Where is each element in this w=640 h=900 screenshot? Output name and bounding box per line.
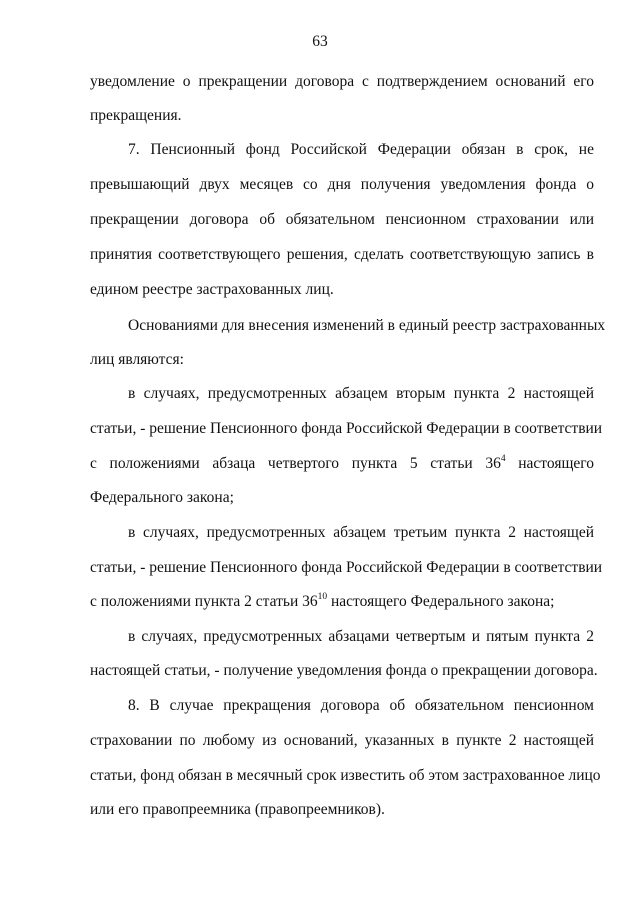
text-fragment: настоящего <box>505 455 594 472</box>
text-line: принятия соответствующего решения, сделать соответствующую запись в <box>90 246 594 263</box>
paragraph-8-first-line: 8. В случае прекращения договора об обязательном пенсионном <box>128 697 594 714</box>
text-fragment: настоящего Федерального закона; <box>327 593 555 610</box>
text-line: Федерального закона; <box>90 489 234 506</box>
list-item-first-line: в случаях, предусмотренных абзацем вторым пункта 2 настоящей <box>128 385 594 402</box>
text-line: лиц являются: <box>90 351 184 368</box>
text-line: статьи, - решение Пенсионного фонда Российской Федерации в соответствии <box>90 559 603 576</box>
text-line: настоящей статьи, - получение уведомления фонда о прекращении договора. <box>90 662 598 679</box>
list-item-first-line: в случаях, предусмотренных абзацем третьим пункта 2 настоящей <box>128 524 594 541</box>
superscript: 10 <box>317 591 328 602</box>
text-line: превышающий двух месяцев со дня получения уведомления фонда о <box>90 176 594 193</box>
text-line: статьи, фонд обязан в месячный срок известить об этом застрахованное лицо <box>90 767 601 784</box>
text-fragment: с положениями пункта 2 статьи 36 <box>90 593 318 610</box>
text-line: прекращении договора об обязательном пенсионном страховании или <box>90 211 594 228</box>
text-line-with-superscript <box>90 455 594 473</box>
text-line: уведомление о прекращении договора с подтверждением оснований его <box>90 73 594 90</box>
text-line: статьи, - решение Пенсионного фонда Российской Федерации в соответствии <box>90 420 603 437</box>
paragraph-grounds-first-line: Основаниями для внесения изменений в единый реестр застрахованных <box>128 317 606 334</box>
superscript: 4 <box>500 453 506 464</box>
page-number: 63 <box>312 33 328 50</box>
paragraph-7-first-line: 7. Пенсионный фонд Российской Федерации обязан в срок, не <box>128 141 594 158</box>
text-line: едином реестре застрахованных лиц. <box>90 281 334 298</box>
text-fragment: с положениями абзаца четвертого пункта 5 статьи 36 <box>90 455 501 472</box>
text-line-with-superscript <box>90 593 594 611</box>
text-line: прекращения. <box>90 107 182 124</box>
list-item-first-line: в случаях, предусмотренных абзацами четвертым и пятым пункта 2 <box>128 628 594 645</box>
text-line: страховании по любому из оснований, указанных в пункте 2 настоящей <box>90 732 594 749</box>
text-line: или его правопреемника (правопреемников). <box>90 801 385 818</box>
